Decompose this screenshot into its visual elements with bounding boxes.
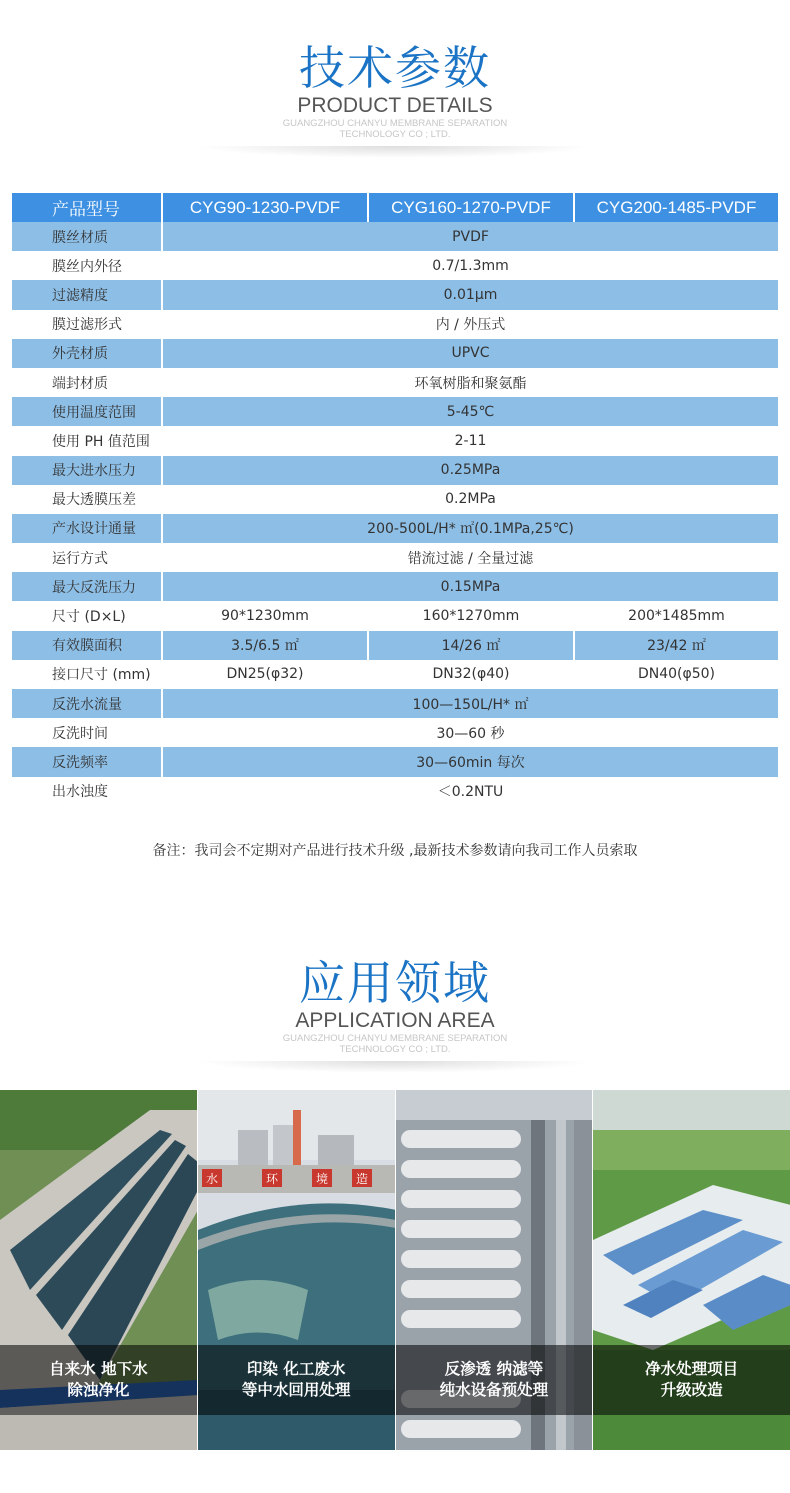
table-note: 备注：我司会不定期对产品进行技术升级 ,最新技术参数请向我司工作人员索取 [152,843,638,859]
application-tile-ro-equipment [395,1090,593,1450]
table-row [12,310,778,339]
application-caption [198,1345,395,1415]
caption-line-1: 自来水 地下水 [49,1360,148,1378]
application-tile-waterworks [0,1090,197,1450]
table-row [12,631,778,660]
application-tile-wastewater [197,1090,395,1450]
row-value: DN25(φ32) [161,660,367,689]
row-value: 2-11 [161,426,778,455]
table-row [12,514,778,543]
company-line-1: GUANGZHOU CHANYU MEMBRANE SEPARATION [282,1033,508,1044]
specs-cn-title: 技术参数 [299,41,491,95]
sign-char: 环 [265,1172,278,1186]
row-label: 有效膜面积 [12,631,161,660]
row-value: 23/42 ㎡ [573,631,778,660]
column-header-cyg200: CYG200-1485-PVDF [573,193,778,222]
row-value: DN32(φ40) [367,660,573,689]
company-line-2: TECHNOLOGY CO ; LTD. [339,1044,451,1055]
table-row [12,280,778,309]
column-header-model: 产品型号 [12,193,161,222]
table-row [12,601,778,630]
application-caption [0,1345,197,1415]
row-label: 反洗时间 [12,718,161,747]
table-row [12,426,778,455]
table-row [12,747,778,776]
row-label: 出水浊度 [12,777,161,806]
row-label: 外壳材质 [12,339,161,368]
row-label: 运行方式 [12,543,161,572]
spec-table [12,193,778,806]
row-label: 接口尺寸 (mm) [12,660,161,689]
table-row [12,660,778,689]
row-label: 膜丝材质 [12,222,161,251]
row-value: 内 / 外压式 [161,310,778,339]
caption-line-2: 升级改造 [660,1381,723,1399]
row-value: 0.01μm [161,280,778,309]
row-value: 160*1270mm [367,601,573,630]
row-value: 错流过滤 / 全量过滤 [161,543,778,572]
row-label: 使用 PH 值范围 [12,426,161,455]
caption-line-1: 净水处理项目 [645,1360,739,1378]
table-row [12,251,778,280]
sign-char: 水 [205,1172,218,1186]
caption-line-2: 等中水回用处理 [241,1381,351,1399]
row-value: 0.25MPa [161,456,778,485]
row-value: 5-45℃ [161,397,778,426]
company-line-2: TECHNOLOGY CO ; LTD. [339,129,451,140]
row-value: 0.2MPa [161,485,778,514]
table-row [12,572,778,601]
application-gallery [0,1090,790,1450]
application-en-title: APPLICATION AREA [295,1009,495,1032]
caption-line-2: 纯水设备预处理 [439,1381,549,1399]
application-tile-water-plant [592,1090,790,1450]
table-row [12,397,778,426]
row-value: 90*1230mm [161,601,367,630]
row-value: 环氧树脂和聚氨酯 [161,368,778,397]
table-row [12,777,778,806]
row-label: 产水设计通量 [12,514,161,543]
row-label: 端封材质 [12,368,161,397]
table-row [12,689,778,718]
row-label: 尺寸 (D×L) [12,601,161,630]
company-line-1: GUANGZHOU CHANYU MEMBRANE SEPARATION [282,118,508,129]
application-caption [396,1345,593,1415]
table-row [12,543,778,572]
row-value: 3.5/6.5 ㎡ [161,631,367,660]
table-row [12,368,778,397]
table-row [12,456,778,485]
row-value: 100—150L/H* ㎡ [161,689,778,718]
spec-table-header-row [12,193,778,222]
caption-line-2: 除浊净化 [67,1381,130,1399]
row-value: UPVC [161,339,778,368]
row-value: DN40(φ50) [573,660,778,689]
row-value: 0.7/1.3mm [161,251,778,280]
specs-en-title: PRODUCT DETAILS [297,94,493,117]
row-label: 反洗频率 [12,747,161,776]
row-value: 14/26 ㎡ [367,631,573,660]
application-section-header [0,955,790,1073]
column-header-cyg160: CYG160-1270-PVDF [367,193,573,222]
sign-char: 造 [355,1172,368,1186]
table-row [12,339,778,368]
row-value: 30—60min 每次 [161,747,778,776]
row-value: 30—60 秒 [161,718,778,747]
row-value: 0.15MPa [161,572,778,601]
row-label: 最大反洗压力 [12,572,161,601]
row-value: PVDF [161,222,778,251]
header-shadow [195,146,595,158]
application-caption [593,1345,790,1415]
row-label: 膜过滤形式 [12,310,161,339]
caption-line-1: 反渗透 纳滤等 [444,1360,544,1378]
row-label: 最大进水压力 [12,456,161,485]
application-cn-title: 应用领域 [299,956,491,1010]
row-label: 最大透膜压差 [12,485,161,514]
table-row [12,485,778,514]
row-value: 200*1485mm [573,601,778,630]
sign-char: 境 [315,1172,328,1186]
table-row [12,222,778,251]
caption-line-1: 印染 化工废水 [246,1360,346,1378]
row-label: 使用温度范围 [12,397,161,426]
row-label: 过滤精度 [12,280,161,309]
header-shadow [195,1061,595,1073]
row-label: 反洗水流量 [12,689,161,718]
row-value: ＜0.2NTU [161,777,778,806]
row-value: 200-500L/H* ㎡(0.1MPa,25℃) [161,514,778,543]
specs-section-header [0,40,790,158]
table-row [12,718,778,747]
row-label: 膜丝内外径 [12,251,161,280]
column-header-cyg90: CYG90-1230-PVDF [161,193,367,222]
